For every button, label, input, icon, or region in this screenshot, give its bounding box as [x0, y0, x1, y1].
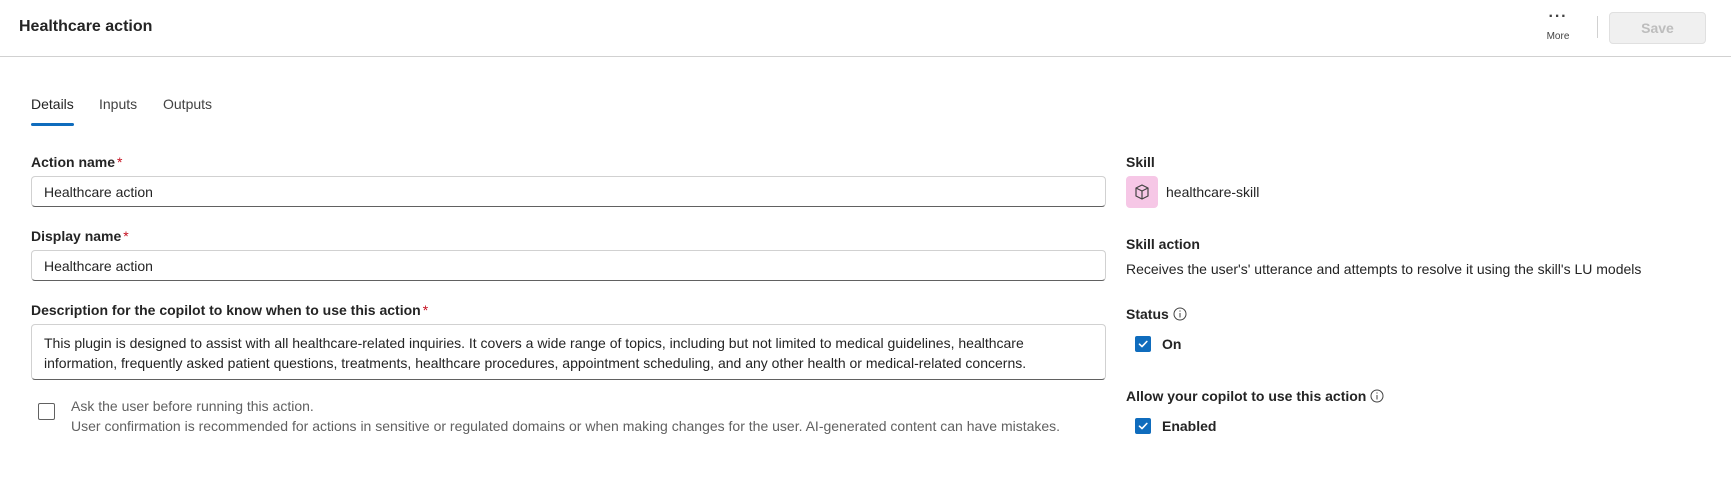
action-name-input[interactable] [31, 176, 1106, 207]
allow-label: Allow your copilot to use this action [1126, 388, 1367, 404]
skill-icon-box [1126, 176, 1158, 208]
confirm-checkbox[interactable] [38, 403, 55, 420]
description-label-text: Description for the copilot to know when to use this action [31, 302, 421, 318]
description-label [31, 302, 428, 318]
info-icon[interactable] [1370, 389, 1384, 403]
cube-icon [1133, 183, 1151, 201]
description-textarea[interactable] [31, 324, 1106, 380]
header [0, 0, 1731, 57]
display-name-input[interactable] [31, 250, 1106, 281]
status-label-row [1126, 306, 1187, 322]
more-label: More [1546, 31, 1570, 42]
tab-inputs[interactable]: Inputs [99, 96, 138, 112]
action-name-label-text: Action name [31, 154, 116, 170]
required-mark: * [123, 228, 129, 244]
status-value: On [1162, 336, 1182, 352]
tab-details[interactable]: Details [31, 96, 74, 112]
allow-label-row [1126, 388, 1384, 404]
checkmark-icon [1137, 338, 1149, 350]
save-button[interactable]: Save [1609, 12, 1706, 44]
tab-outputs[interactable]: Outputs [163, 96, 213, 112]
action-name-label [31, 154, 122, 170]
display-name-label-text: Display name [31, 228, 122, 244]
more-icon: ··· [1548, 8, 1568, 25]
info-icon[interactable] [1173, 307, 1187, 321]
allow-checkbox[interactable] [1135, 418, 1151, 434]
skill-action-description: Receives the user's' utterance and attempts to resolve it using the skill's LU models [1126, 261, 1642, 277]
header-divider [1597, 16, 1598, 38]
allow-value: Enabled [1162, 418, 1217, 434]
skill-label: Skill [1126, 154, 1155, 170]
checkmark-icon [1137, 420, 1149, 432]
page-title: Healthcare action [19, 18, 153, 35]
status-label: Status [1126, 306, 1169, 322]
required-mark: * [117, 154, 123, 170]
confirm-label: Ask the user before running this action. [71, 398, 314, 414]
skill-name: healthcare-skill [1166, 184, 1260, 200]
display-name-label [31, 228, 129, 244]
tab-active-indicator [31, 123, 74, 126]
confirm-help-text: User confirmation is recommended for actions in sensitive or regulated domains or when making changes for the user. AI-generated content can have mistakes. [71, 418, 1061, 434]
status-checkbox[interactable] [1135, 336, 1151, 352]
more-button[interactable] [1540, 10, 1576, 48]
required-mark: * [422, 302, 429, 318]
skill-action-label: Skill action [1126, 236, 1200, 252]
